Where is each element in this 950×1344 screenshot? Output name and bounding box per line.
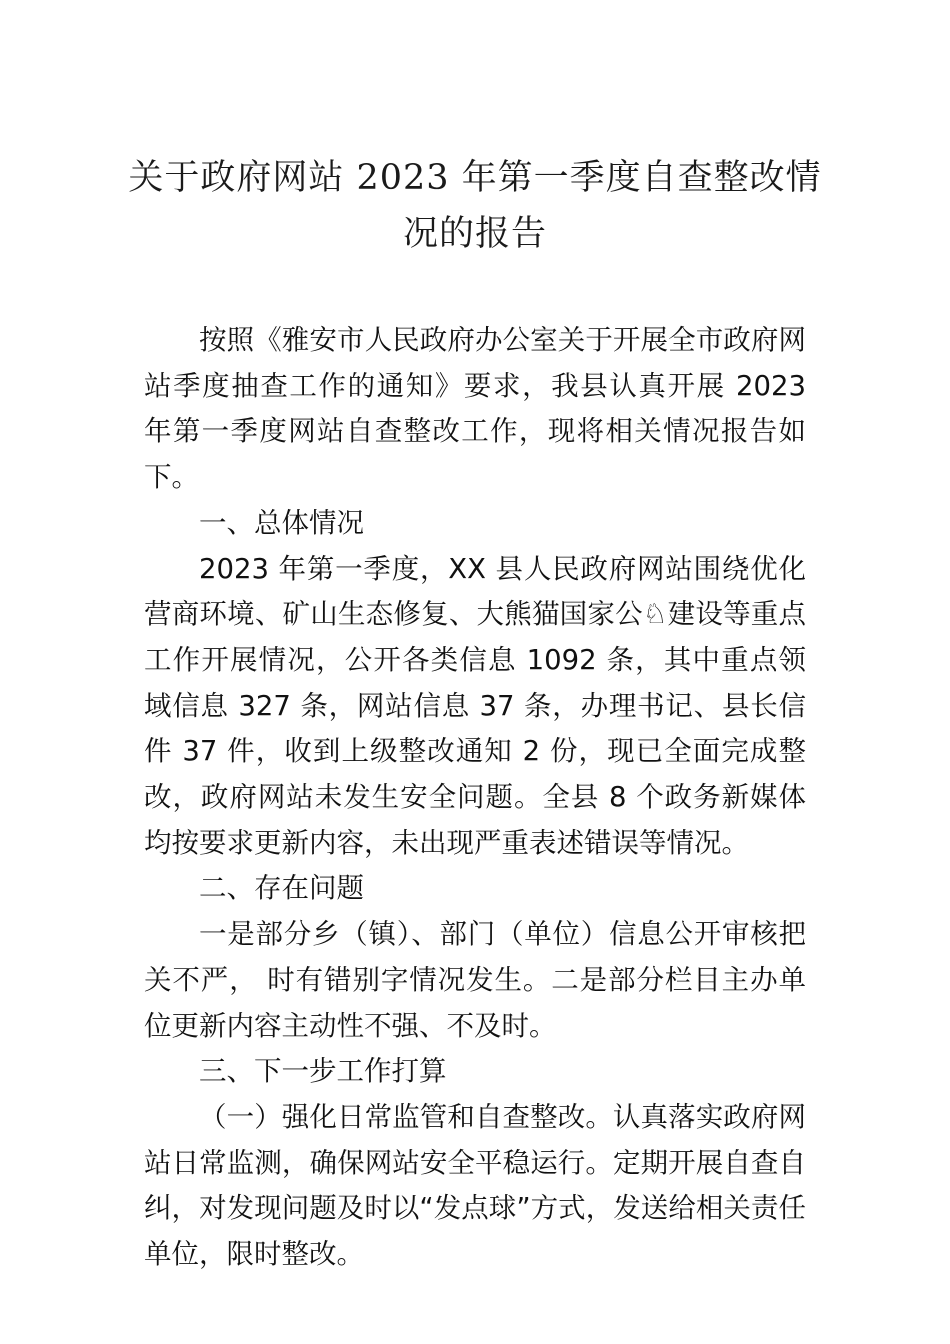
overview-paragraph: 2023 年第一季度，XX 县人民政府网站围绕优化营商环境、矿山生态修复、大熊猫国家公♘建设等重点工作开展情况，公开各类信息 1092 条，其中重点领域信息 327 条，网站信息 37 条，办理书记、县长信件 37 件，收到上级整改通知 2 份，现已全面完成整改，政府网站未发生安全问题。全县 8 个政务新媒体均按要求更新内容，未出现严重表述错误等情况。: [144, 552, 806, 859]
title-line-1: 关于政府网站 2023 年第一季度自查整改情: [128, 158, 822, 198]
section-heading-next-steps: 三、下一步工作打算: [199, 1055, 447, 1088]
next-steps-paragraph: （一）强化日常监管和自查整改。认真落实政府网站日常监测，确保网站安全平稳运行。定期开展自查自纠，对发现问题及时以“发点球”方式，发送给相关责任单位，限时整改。: [144, 1100, 806, 1271]
section-heading-problems: 二、存在问题: [199, 872, 364, 905]
intro-paragraph: 按照《雅安市人民政府办公室关于开展全市政府网站季度抽查工作的通知》要求，我县认真开展 2023 年第一季度网站自查整改工作，现将相关情况报告如下。: [144, 324, 806, 494]
title-line-2: 况的报告: [402, 214, 547, 254]
document-body: [144, 318, 806, 1278]
problems-paragraph: 一是部分乡（镇）、部门（单位）信息公开审核把关不严， 时有错别字情况发生。二是部分栏目主办单位更新内容主动性不强、不及时。: [144, 918, 806, 1042]
document-title: [100, 150, 850, 262]
section-heading-overview: 一、总体情况: [199, 506, 364, 539]
